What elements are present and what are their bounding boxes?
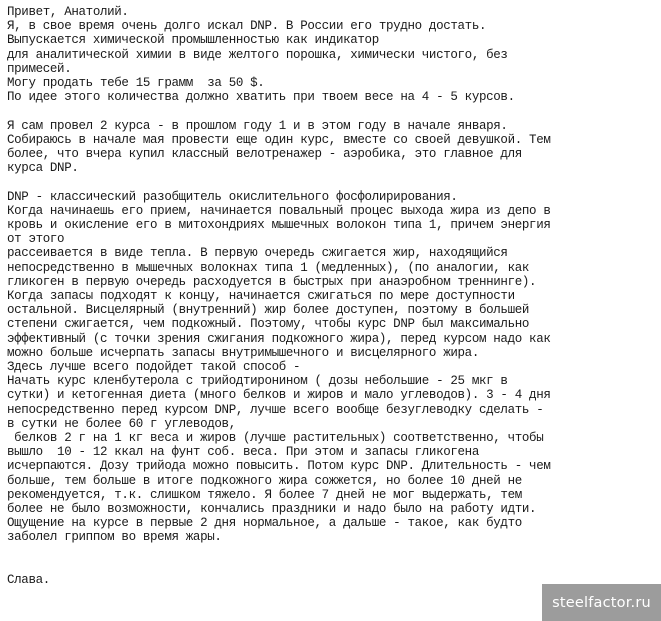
letter-line: больше, тем больше в итоге подкожного жира сожжется, но более 10 дней не [7,473,522,488]
letter-line [7,559,657,573]
letter-line: заболел гриппом во время жары. [7,530,222,545]
letter-line [7,175,657,189]
letter-line: можно больше исчерпать запасы внутримышечного и висцелярного жира. [7,345,479,360]
letter-line [7,104,657,118]
letter-body [7,5,657,587]
letter-line: непосредственно перед курсом DNP, лучше всего вообще безуглеводку сделать - [7,402,544,417]
letter-line: вышло 10 - 12 ккал на фунт соб. веса. При этом и запасы гликогена [7,445,479,460]
letter-signature: Слава. [7,573,50,588]
letter-line: Выпускается химической промышленностью как индикатор [7,33,379,48]
letter-line: в сутки не более 60 г углеводов, [7,416,236,431]
letter-line: от этого [7,232,65,247]
letter-line: гликоген в первую очередь расходуется в быстрых при анаэробном треннинге). [7,274,537,289]
letter-line: Я, в свое время очень долго искал DNP. В России его трудно достать. [7,19,487,34]
letter-line: Когда запасы подходят к концу, начинается сжигаться по мере доступности [7,289,515,304]
letter-line: Ощущение на курсе в первые 2 дня нормальное, а дальше - такое, как будто [7,516,522,531]
letter-line: сутки) и кетогенная диета (много белков и жиров и мало углеводов). 3 - 4 дня [7,388,551,403]
letter-line: DNP - классический разобщитель окислительного фосфолирирования. [7,189,458,204]
letter-line: примесей. [7,61,72,76]
letter-line: Здесь лучше всего подойдет такой способ - [7,360,301,375]
letter-line: белков 2 г на 1 кг веса и жиров (лучше растительных) соответственно, чтобы [7,431,544,446]
letter-line: Привет, Анатолий. [7,5,129,19]
letter-line: Когда начинаешь его прием, начинается повальный процес выхода жира из депо в [7,203,551,218]
letter-line: рассеивается в виде тепла. В первую очередь сжигается жир, находящийся [7,246,508,261]
site-watermark: steelfactor.ru [542,584,661,621]
letter-line: курса DNP. [7,161,79,176]
letter-line: непосредственно в мышечных волокнах типа 1 (медленных), (по аналогии, как [7,260,530,275]
letter-line: кровь и окисление его в митохондриях мышечных волокон типа 1, причем энергия [7,218,551,233]
letter-line: рекомендуется, т.к. слишком тяжело. Я более 7 дней не мог выдержать, тем [7,487,522,502]
letter-line [7,545,657,559]
letter-line: Собираюсь в начале мая провести еще один курс, вместе со своей девушкой. Тем [7,132,551,147]
letter-line: Начать курс кленбутерола с трийодтиронином ( дозы небольшие - 25 мкг в [7,374,508,389]
letter-line: более, что вчера купил классный велотренажер - аэробика, это главное для [7,147,522,162]
letter-line: более не было возможности, кончались праздники и надо было на работу идти. [7,502,537,517]
letter-line: По идее этого количества должно хватить при твоем весе на 4 - 5 курсов. [7,90,515,105]
letter-line: Могу продать тебе 15 грамм за 50 $. [7,76,265,91]
letter-line: степени сжигается, чем подкожный. Поэтому, чтобы курс DNP был максимально [7,317,530,332]
letter-line: остальной. Висцелярный (внутренний) жир более доступен, поэтому в большей [7,303,530,318]
letter-line: Я сам провел 2 курса - в прошлом году 1 и в этом году в начале января. [7,118,508,133]
letter-line: эффективный (с точки зрения сжигания подкожного жира), перед курсом надо как [7,331,551,346]
letter-line: исчерпаются. Дозу трийода можно повысить. Потом курс DNP. Длительность - чем [7,459,551,474]
letter-line: для аналитической химии в виде желтого порошка, химически чистого, без [7,47,508,62]
